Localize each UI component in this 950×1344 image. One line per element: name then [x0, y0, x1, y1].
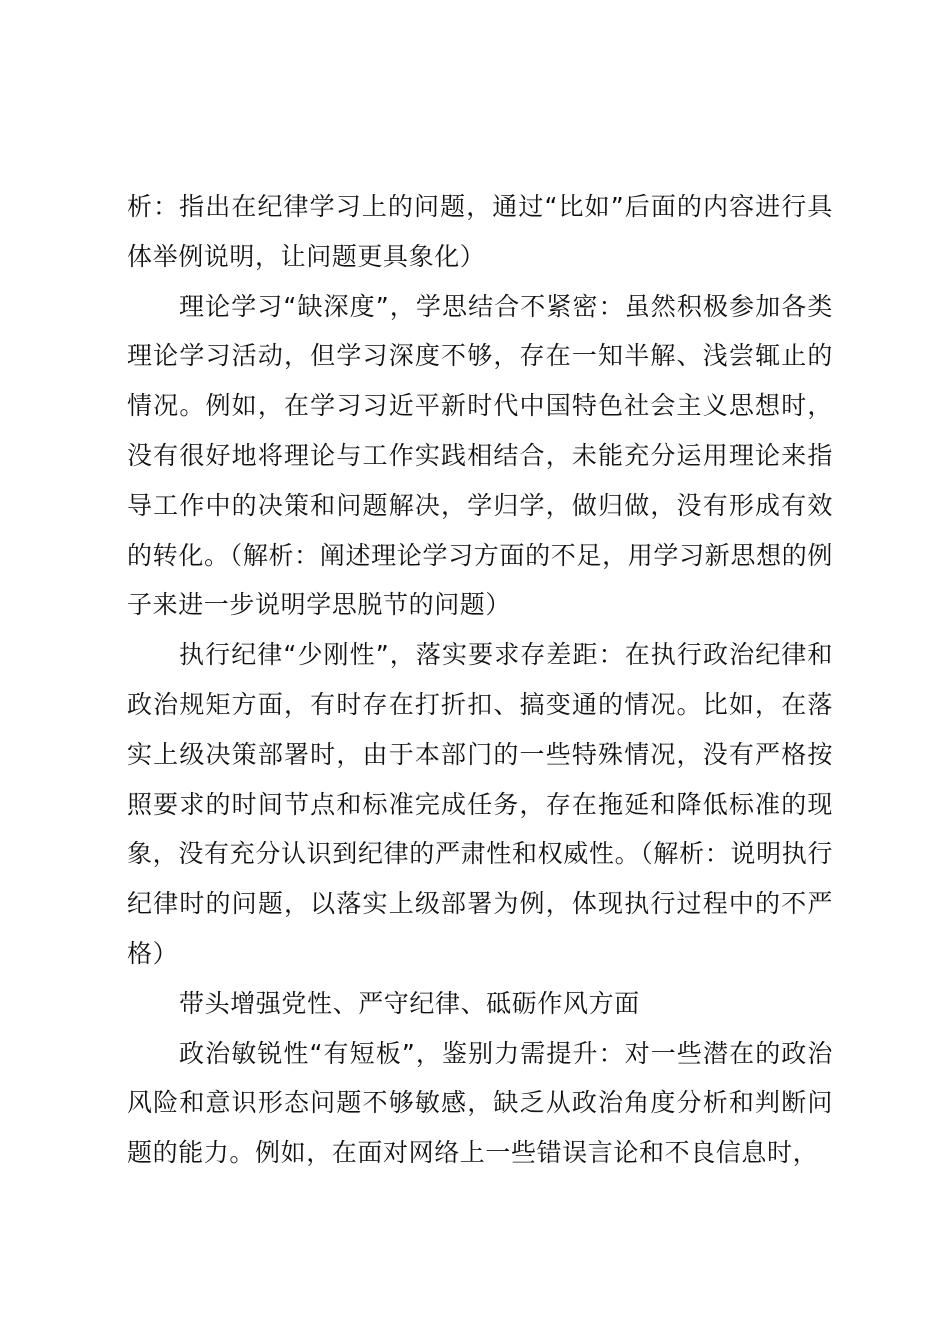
paragraph-political-sensitivity: 政治敏锐性“有短板”，鉴别力需提升：对一些潜在的政治风险和意识形态问题不够敏感，缺乏从政治角度分析和判断问题的能力。例如，在面对网络上一些错误言论和不良信息时， [127, 1038, 833, 1168]
document-body [127, 182, 833, 1178]
section-heading: 带头增强党性、严守纪律、砥砺作风方面 [179, 988, 640, 1018]
paragraph-theory-study: 理论学习“缺深度”，学思结合不紧密：虽然积极参加各类理论学习活动，但学习深度不够，存在一知半解、浅尝辄止的情况。例如，在学习习近平新时代中国特色社会主义思想时，没有很好地将理论与工作实践相结合，未能充分运用理论来指导工作中的决策和问题解决，学归学，做归做，没有形成有效的转化。（解析：阐述理论学习方面的不足，用学习新思想的例子来进一步说明学思脱节的问题） [127, 291, 833, 620]
paragraph-discipline-execution: 执行纪律“少刚性”，落实要求存差距：在执行政治纪律和政治规矩方面，有时存在打折扣、搞变通的情况。比如，在落实上级决策部署时，由于本部门的一些特殊情况，没有严格按照要求的时间节点和标准完成任务，存在拖延和降低标准的现象，没有充分认识到纪律的严肃性和权威性。（解析：说明执行纪律时的问题，以落实上级部署为例，体现执行过程中的不严格） [127, 640, 833, 968]
paragraph-continuation: 析：指出在纪律学习上的问题，通过“比如”后面的内容进行具体举例说明，让问题更具象化） [127, 192, 833, 271]
